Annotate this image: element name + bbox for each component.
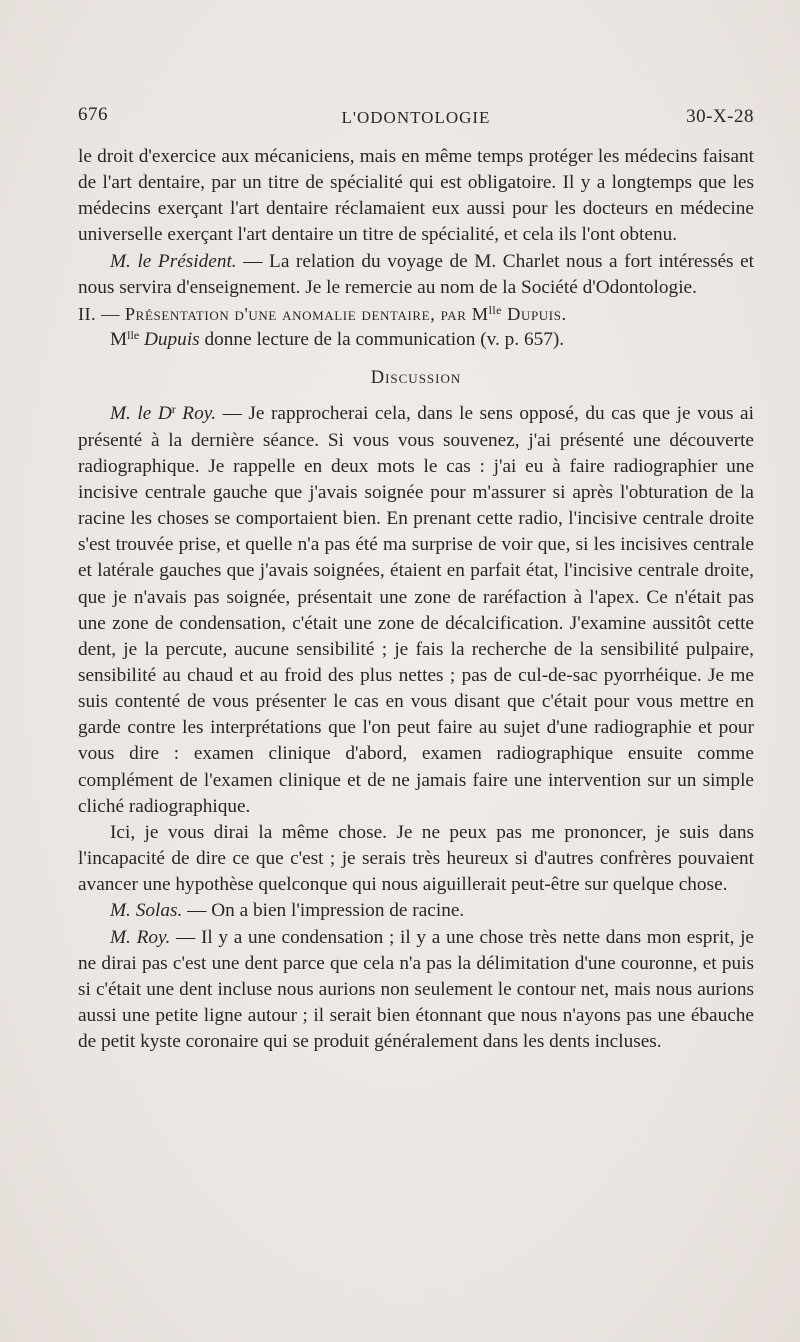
section-title-end: Dupuis. bbox=[501, 303, 567, 324]
section-title-text: Présentation d'une anomalie dentaire, par M bbox=[124, 303, 489, 324]
paragraph-roy-3 bbox=[78, 925, 754, 1056]
paragraph-solas bbox=[78, 898, 754, 924]
speaker-sup: lle bbox=[127, 328, 140, 343]
speaker-name-b: Roy. bbox=[175, 403, 217, 425]
speaker-name-a: M. le D bbox=[110, 403, 172, 425]
section-number: II. — bbox=[78, 303, 125, 324]
issue-date: 30-X-28 bbox=[686, 106, 754, 127]
paragraph-text: Ici, je vous dirai la même chose. Je ne peux pas me prononcer, je suis dans l'incapacité de dire ce que c'est ; je serais très heureux si d'autres confrères pouvaient avancer une hypothèse quelconque qui nous aiguillerait peut-être sur quelque chose. bbox=[78, 821, 754, 896]
paragraph-text: — Il y a une condensation ; il y a une chose très nette dans mon esprit, je ne dirai pas c'est une dent parce que cela n'a pas la délimitation d'une couronne, et puis si c'était une dent incluse nous aurions non seulement le contour net, mais nous aurions aussi une petite ligne autour ; il serait bien étonnant que nous n'ayons pas une ébauche de petit kyste coronaire qui se produit généralement dans les dents incluses. bbox=[78, 926, 754, 1053]
paragraph-president bbox=[78, 249, 754, 301]
paragraph-roy-2 bbox=[78, 820, 754, 898]
article-body bbox=[78, 144, 754, 1055]
paragraph-text: — La relation du voyage de M. Charlet nous a fort intéressés et nous servira d'enseignement. Je le remercie au nom de la Société d'Odontologie. bbox=[78, 250, 754, 298]
journal-title: L'ODONTOLOGIE bbox=[341, 108, 491, 127]
paragraph-text: donne lecture de la communication (v. p. 657). bbox=[199, 329, 565, 351]
speaker-name: Dupuis bbox=[139, 329, 200, 351]
speaker-name: M. Solas. bbox=[110, 900, 183, 922]
paragraph-dupuis bbox=[78, 327, 754, 353]
paragraph-roy-1 bbox=[78, 401, 754, 820]
page-number: 676 bbox=[78, 104, 108, 125]
speaker-name: M. le Président. bbox=[110, 250, 237, 272]
paragraph-continuation bbox=[78, 144, 754, 249]
speaker-sup: r bbox=[171, 402, 176, 417]
speaker-prefix: M bbox=[110, 329, 128, 351]
section-title bbox=[78, 301, 754, 327]
section-title-sup: lle bbox=[488, 302, 502, 317]
discussion-heading: Discussion bbox=[370, 368, 462, 389]
paragraph-text: le droit d'exercice aux mécaniciens, mais en même temps protéger les médecins faisant de l'art dentaire, par un titre de spécialité qui est obligatoire. Il y a longtemps que les médecins exerçant l'art dentaire réclamaient eux aussi pour les docteurs en médecine universelle exerçant l'art dentaire un titre de spécialité, et cela ils l'ont obtenu. bbox=[78, 146, 754, 246]
paragraph-text: — On a bien l'impression de racine. bbox=[182, 900, 465, 922]
running-header bbox=[78, 104, 754, 132]
speaker-name: M. Roy. bbox=[110, 926, 171, 948]
paragraph-text: — Je rapprocherai cela, dans le sens opposé, du cas que je vous ai présenté à la dernière séance. Si vous vous souvenez, j'ai présenté une découverte radiographique. Je rappelle en deux mots le cas : j'ai eu à faire radiographier une incisive centrale gauche que j'avais soignée pour m'assurer si après l'obturation de la racine les choses se comportaient bien. En prenant cette radio, l'incisive centrale droite s'est trouvée prise, et quelle n'a pas été ma surprise de voir que, si les incisives centrale et latérale gauches que j'avais soignées, étaient en parfait état, l'incisive centrale droite, que je n'avais pas soignée, présentait une zone de raréfaction à l'apex. Ce n'était pas une zone de condensation, c'était une zone de décalcification. J'examine aussitôt cette dent, je la percute, aucune sensibilité ; je fais la recherche de la sensibilité pulpaire, sensibilité au chaud et au froid des plus nettes ; pas de cul-de-sac pyorrhéique. Je me suis contenté de vous présenter le cas en vous disant que c'était pour vous mettre en garde contre les interprétations que l'on peut faire au sujet d'une radiographie et pour vous dire : examen clinique d'abord, examen radiographique ensuite comme complément de l'examen clinique et de ne jamais faire une intervention sur un simple cliché radiographique. bbox=[78, 403, 754, 817]
